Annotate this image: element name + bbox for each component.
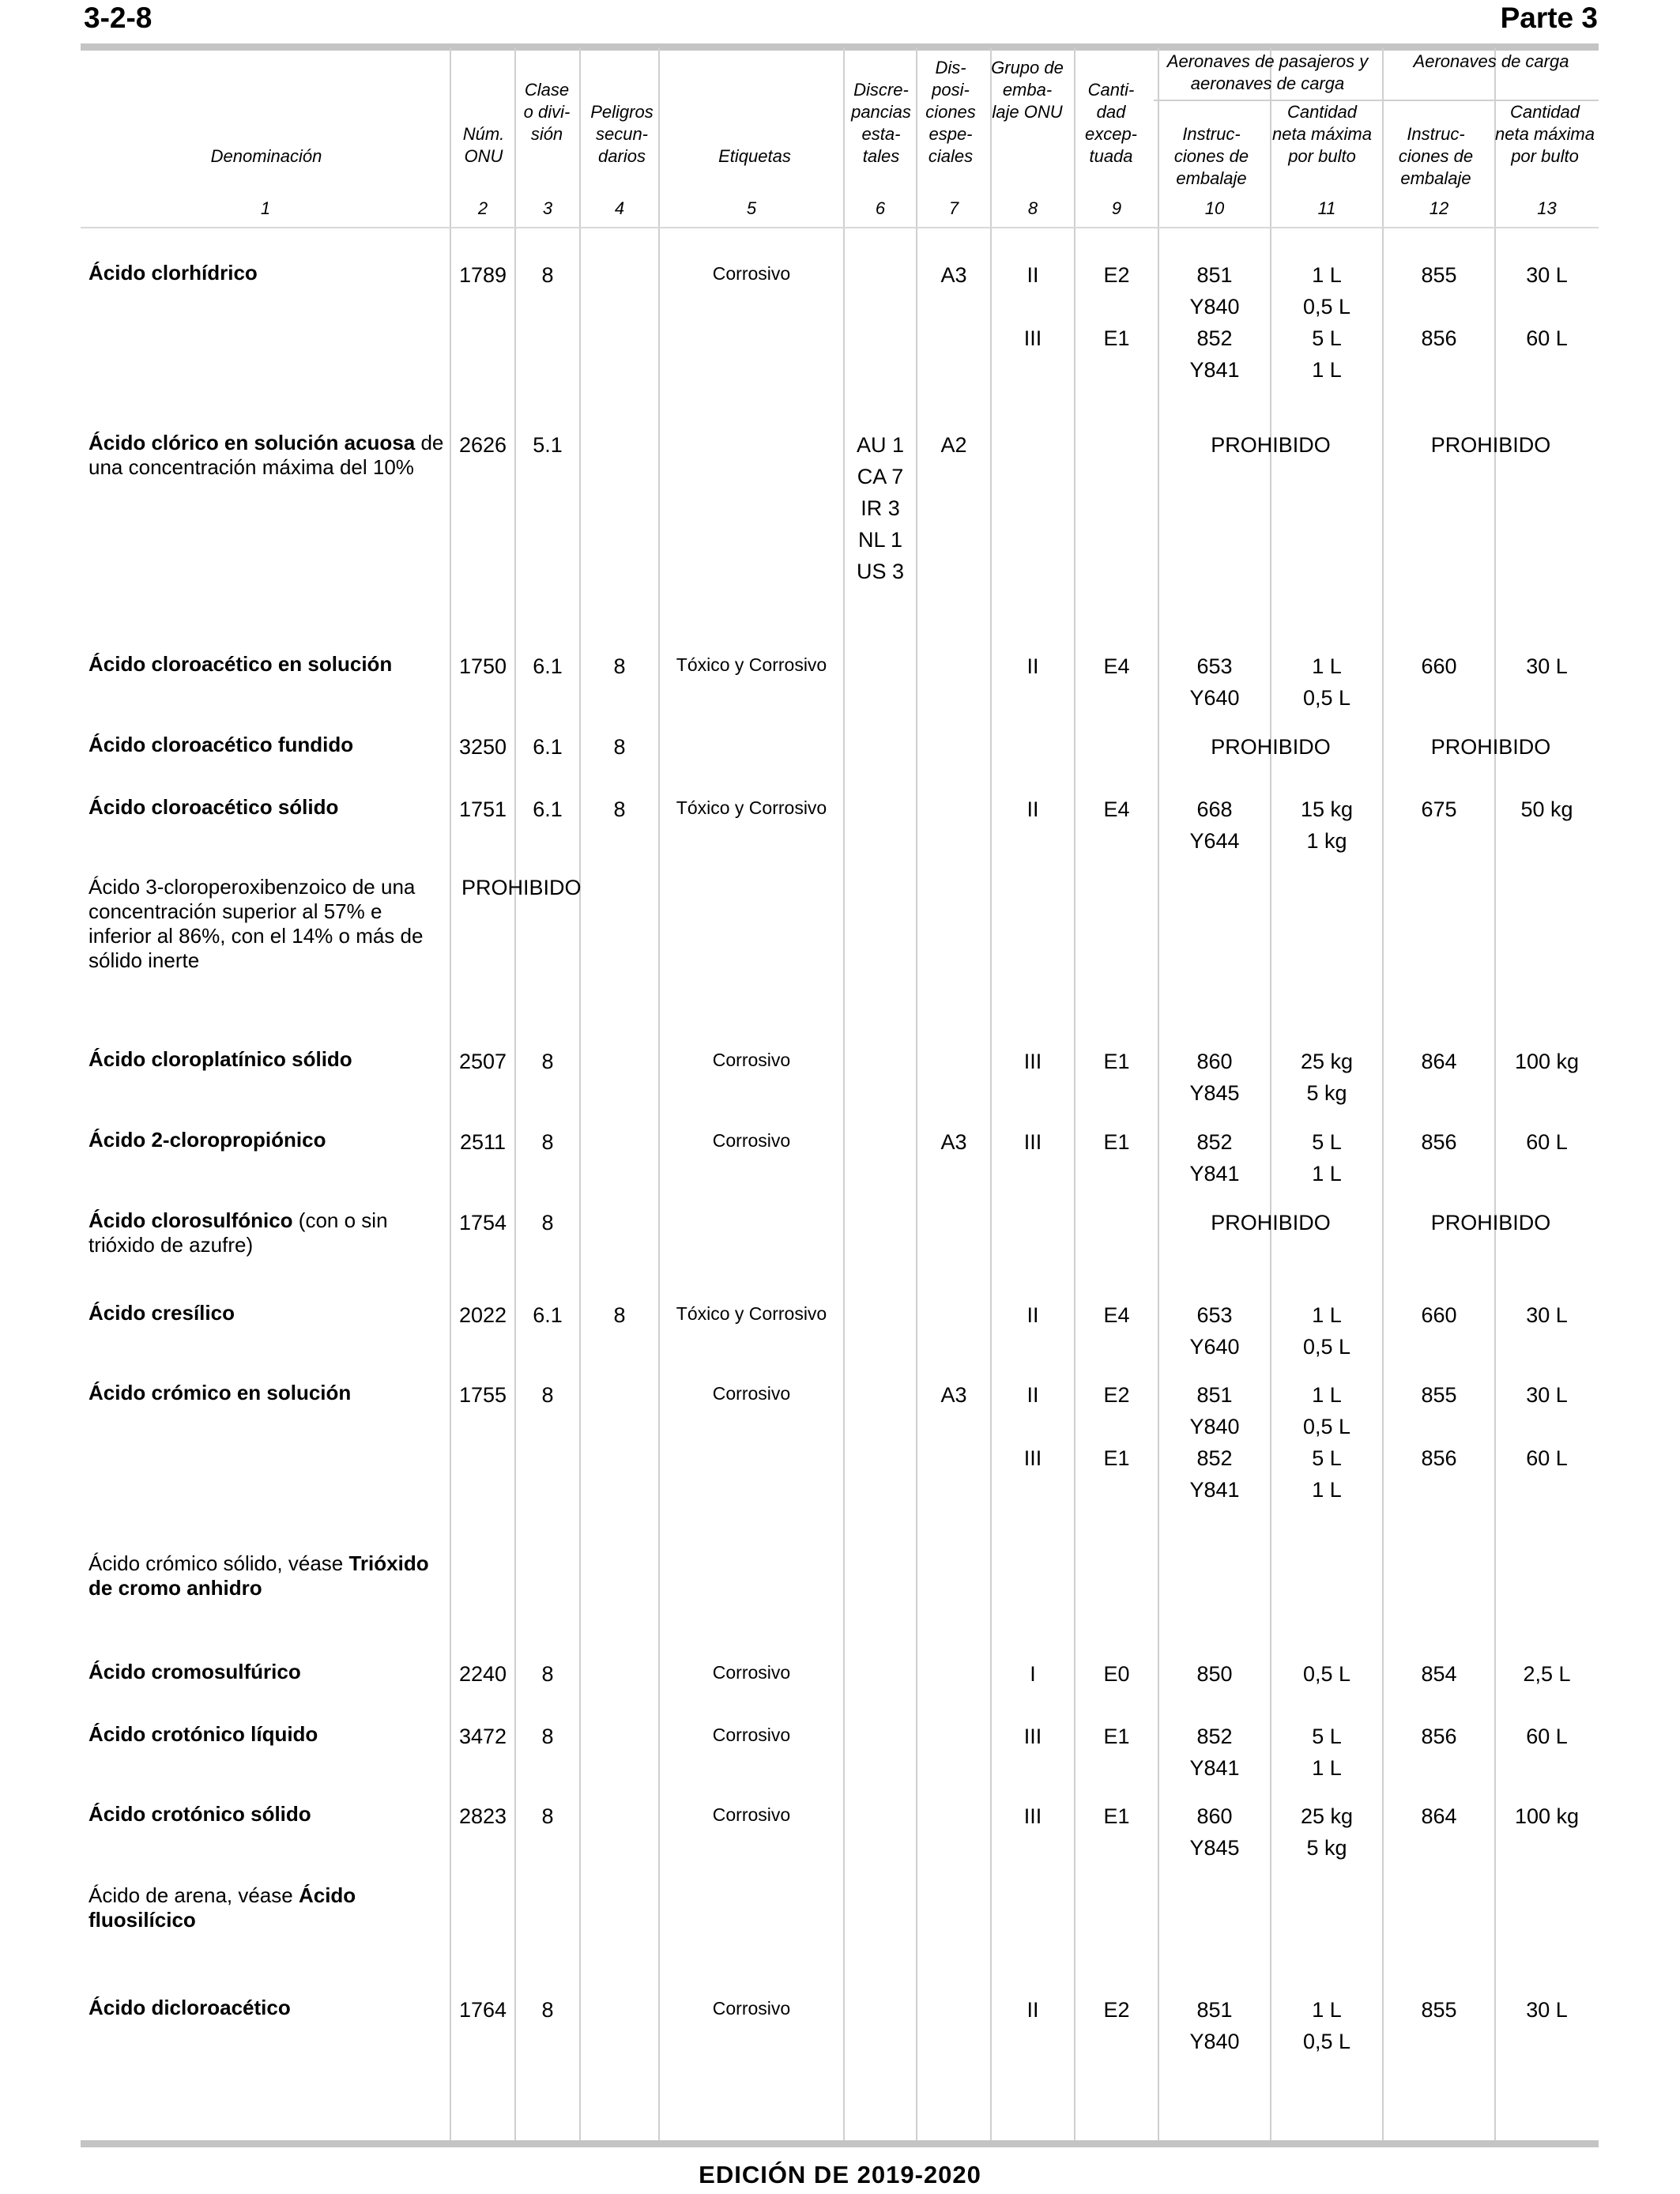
column-number: 1: [260, 198, 271, 218]
state-variation: IR 3: [861, 496, 900, 520]
class-division: 8: [541, 1725, 554, 1748]
passenger-packing-instruction: 852: [1196, 1130, 1233, 1154]
cargo-max-quantity: 30 L: [1526, 263, 1568, 287]
excepted-quantity: E1: [1103, 1130, 1130, 1154]
passenger-packing-instruction: Y644: [1189, 829, 1240, 853]
un-number: 2823: [458, 1804, 507, 1828]
passenger-packing-instruction: Y640: [1189, 686, 1240, 710]
packing-group: II: [1026, 1383, 1039, 1407]
un-number: 1754: [458, 1211, 507, 1235]
cargo-packing-instruction: 660: [1421, 654, 1457, 678]
class-division: 8: [541, 1383, 554, 1407]
cargo-packing-instruction: 856: [1421, 326, 1457, 350]
column-divider: [916, 47, 917, 2140]
passenger-packing-instruction: 851: [1196, 1998, 1233, 2022]
passenger-packing-instruction: 851: [1196, 1383, 1233, 1407]
column-number: 3: [542, 198, 553, 218]
passenger-packing-instruction: 852: [1196, 1446, 1233, 1470]
prohibido-cargo: PROHIBIDO: [1430, 735, 1551, 759]
packing-group: III: [1023, 1725, 1042, 1748]
page-number: 3-2-8: [84, 2, 153, 34]
part-label: Parte 3: [1500, 2, 1598, 34]
prohibido-passenger: PROHIBIDO: [1211, 1211, 1331, 1235]
passenger-packing-instruction: 860: [1196, 1804, 1233, 1828]
header-peligros: Peligros secun- darios: [590, 102, 654, 166]
packing-group: III: [1023, 1804, 1042, 1828]
cargo-max-quantity: 30 L: [1526, 1998, 1568, 2022]
cargo-packing-instruction: 675: [1421, 797, 1457, 821]
un-number: 2626: [458, 433, 507, 457]
packing-group: II: [1026, 1303, 1039, 1327]
excepted-quantity: E4: [1103, 654, 1130, 678]
excepted-quantity: E1: [1103, 1725, 1130, 1748]
edition-footer: EDICIÓN DE 2019-2020: [699, 2161, 981, 2188]
hazard-label: Corrosivo: [712, 1725, 791, 1745]
hazard-label: Tóxico y Corrosivo: [676, 1303, 827, 1324]
state-variation: US 3: [856, 560, 905, 583]
excepted-quantity: E2: [1103, 1998, 1130, 2022]
header-cantidad-carga: Cantidad neta máxima por bulto: [1495, 102, 1595, 166]
passenger-packing-instruction: Y841: [1189, 1756, 1240, 1780]
substance-name: Ácido crómico sólido, véase Trióxido de cromo anhidro: [89, 1551, 429, 1600]
passenger-packing-instruction: Y840: [1189, 1415, 1240, 1438]
header-pasajeros-group: Aeronaves de pasajeros y aeronaves de carga: [1166, 51, 1369, 93]
passenger-max-quantity: 5 L: [1312, 1130, 1342, 1154]
passenger-max-quantity: 15 kg: [1300, 797, 1354, 821]
cargo-max-quantity: 60 L: [1526, 1725, 1568, 1748]
passenger-max-quantity: 0,5 L: [1302, 1415, 1351, 1438]
packing-group: II: [1026, 797, 1039, 821]
excepted-quantity: E4: [1103, 797, 1130, 821]
hazard-label: Corrosivo: [712, 1383, 791, 1404]
header-disposiciones: Dis- posi- ciones espe- ciales: [925, 58, 976, 166]
passenger-packing-instruction: Y841: [1189, 1478, 1240, 1502]
column-number: 4: [614, 198, 625, 218]
substance-name: Ácido cloroacético en solución: [89, 652, 393, 676]
hazard-label: Corrosivo: [712, 1998, 791, 2019]
hazard-label: Corrosivo: [712, 1050, 791, 1070]
header-grupo: Grupo de emba- laje ONU: [991, 58, 1064, 122]
excepted-quantity: E1: [1103, 1446, 1130, 1470]
hazard-label: Tóxico y Corrosivo: [676, 654, 827, 675]
excepted-quantity: E1: [1103, 1804, 1130, 1828]
passenger-max-quantity: 1 L: [1312, 1998, 1342, 2022]
column-number: 6: [875, 198, 886, 218]
prohibido-passenger: PROHIBIDO: [1211, 433, 1331, 457]
passenger-packing-instruction: 852: [1196, 1725, 1233, 1748]
passenger-packing-instruction: 850: [1196, 1662, 1233, 1686]
cargo-packing-instruction: 660: [1421, 1303, 1457, 1327]
cargo-packing-instruction: 856: [1421, 1446, 1457, 1470]
header-clase: Clase o divi- sión: [523, 80, 571, 144]
passenger-packing-instruction: 852: [1196, 326, 1233, 350]
cargo-max-quantity: 2,5 L: [1523, 1662, 1571, 1686]
class-division: 8: [541, 1662, 554, 1686]
column-number: 5: [746, 198, 757, 218]
un-number: 2022: [458, 1303, 507, 1327]
passenger-max-quantity: 1 L: [1312, 263, 1342, 287]
passenger-packing-instruction: 851: [1196, 263, 1233, 287]
cargo-packing-instruction: 856: [1421, 1130, 1457, 1154]
substance-name: Ácido cloroacético sólido: [89, 795, 339, 819]
packing-group: II: [1026, 263, 1039, 287]
hazard-label: Corrosivo: [712, 1804, 791, 1825]
column-number: 13: [1537, 198, 1557, 218]
passenger-max-quantity: 5 L: [1312, 1725, 1342, 1748]
passenger-packing-instruction: Y840: [1189, 2030, 1240, 2053]
state-variation: AU 1: [856, 433, 905, 457]
packing-group: II: [1026, 1998, 1039, 2022]
column-headers: [81, 47, 1599, 196]
packing-group: III: [1023, 1130, 1042, 1154]
packing-group: I: [1030, 1662, 1036, 1686]
class-division: 6.1: [533, 1303, 563, 1327]
passenger-max-quantity: 1 L: [1312, 358, 1342, 382]
cargo-max-quantity: 100 kg: [1514, 1050, 1580, 1073]
prohibido-cargo: PROHIBIDO: [1430, 433, 1551, 457]
header-discrepancias: Discre- pancias esta- tales: [851, 80, 911, 166]
cargo-max-quantity: 30 L: [1526, 654, 1568, 678]
passenger-max-quantity: 25 kg: [1300, 1050, 1354, 1073]
cargo-max-quantity: 60 L: [1526, 1130, 1568, 1154]
column-number: 10: [1204, 198, 1225, 218]
excepted-quantity: E2: [1103, 1383, 1130, 1407]
un-number: 3250: [458, 735, 507, 759]
passenger-max-quantity: 0,5 L: [1302, 295, 1351, 319]
substance-name: Ácido crotónico sólido: [89, 1802, 311, 1826]
passenger-packing-instruction: 653: [1196, 1303, 1233, 1327]
subsidiary-hazard: 8: [613, 797, 626, 821]
subsidiary-hazard: 8: [613, 735, 626, 759]
passenger-max-quantity: 0,5 L: [1302, 1335, 1351, 1359]
substance-name: Ácido 3-cloroperoxibenzoico de una concentración superior al 57% e inferior al 86%, con el 14% o más de sólido inerte: [89, 875, 424, 972]
passenger-max-quantity: 1 kg: [1306, 829, 1347, 853]
substance-name: Ácido dicloroacético: [89, 1996, 291, 2019]
passenger-packing-instruction: 653: [1196, 654, 1233, 678]
cargo-packing-instruction: 854: [1421, 1662, 1457, 1686]
un-number: 1751: [458, 797, 507, 821]
passenger-packing-instruction: Y845: [1189, 1081, 1240, 1105]
cargo-max-quantity: 60 L: [1526, 326, 1568, 350]
cargo-max-quantity: 50 kg: [1520, 797, 1573, 821]
class-division: 8: [541, 1211, 554, 1235]
un-number: 1750: [458, 654, 507, 678]
passenger-max-quantity: 1 L: [1312, 1383, 1342, 1407]
header-etiquetas: Etiquetas: [718, 146, 791, 166]
prohibido-passenger: PROHIBIDO: [1211, 735, 1331, 759]
header-cantidad-exceptuada: Canti- dad excep- tuada: [1084, 80, 1138, 166]
un-number: 3472: [458, 1725, 507, 1748]
substance-name: Ácido cresílico: [89, 1301, 235, 1325]
hazard-label: Corrosivo: [712, 263, 791, 284]
un-number: 1764: [458, 1998, 507, 2022]
special-provision: A3: [940, 1383, 967, 1407]
substance-name: Ácido de arena, véase Ácido fluosilícico: [89, 1883, 356, 1932]
excepted-quantity: E0: [1103, 1662, 1130, 1686]
passenger-max-quantity: 5 kg: [1306, 1081, 1347, 1105]
class-division: 8: [541, 1130, 554, 1154]
class-division: 5.1: [533, 433, 563, 457]
cargo-max-quantity: 30 L: [1526, 1383, 1568, 1407]
un-number: 1789: [458, 263, 507, 287]
subsidiary-hazard: 8: [613, 654, 626, 678]
passenger-max-quantity: 0,5 L: [1302, 686, 1351, 710]
substance-name: Ácido cromosulfúrico: [89, 1660, 301, 1683]
header-carga-group: Aeronaves de carga: [1413, 51, 1569, 71]
class-division: 8: [541, 1050, 554, 1073]
state-variation: CA 7: [857, 465, 904, 488]
passenger-max-quantity: 0,5 L: [1302, 1662, 1351, 1686]
column-number: 7: [948, 198, 959, 218]
cargo-packing-instruction: 856: [1421, 1725, 1457, 1748]
cargo-packing-instruction: 855: [1421, 263, 1457, 287]
excepted-quantity: E1: [1103, 1050, 1130, 1073]
passenger-packing-instruction: 668: [1196, 797, 1233, 821]
header-denominacion: Denominación: [210, 146, 322, 166]
cargo-packing-instruction: 864: [1421, 1804, 1457, 1828]
passenger-packing-instruction: Y845: [1189, 1836, 1240, 1860]
passenger-max-quantity: 5 L: [1312, 326, 1342, 350]
cargo-max-quantity: 100 kg: [1514, 1804, 1580, 1828]
column-number-row: [81, 196, 1599, 226]
substance-name: Ácido cloroacético fundido: [89, 733, 354, 756]
passenger-max-quantity: 0,5 L: [1302, 2030, 1351, 2053]
header-instrucciones-carga: Instruc- ciones de embalaje: [1398, 124, 1474, 188]
header-cantidad-pax: Cantidad neta máxima por bulto: [1272, 102, 1372, 166]
packing-group: III: [1023, 1446, 1042, 1470]
cargo-max-quantity: 30 L: [1526, 1303, 1568, 1327]
substance-name: Ácido crotónico líquido: [89, 1722, 318, 1746]
special-provision: A3: [940, 1130, 967, 1154]
un-number: 1755: [458, 1383, 507, 1407]
header-bottom-line: [81, 227, 1599, 228]
hazard-label: Corrosivo: [712, 1662, 791, 1683]
cargo-packing-instruction: 855: [1421, 1998, 1457, 2022]
class-division: 6.1: [533, 735, 563, 759]
substance-name: Ácido clorosulfónico (con o sin trióxido de azufre): [89, 1208, 388, 1257]
prohibido-label: PROHIBIDO: [461, 876, 582, 899]
class-division: 8: [541, 1998, 554, 2022]
passenger-packing-instruction: Y841: [1189, 1162, 1240, 1186]
excepted-quantity: E4: [1103, 1303, 1130, 1327]
class-division: 8: [541, 263, 554, 287]
substance-name: Ácido 2-cloropropiónico: [89, 1128, 326, 1152]
hazard-label: Tóxico y Corrosivo: [676, 797, 827, 818]
passenger-packing-instruction: 860: [1196, 1050, 1233, 1073]
header-num-onu: Núm. ONU: [462, 124, 505, 166]
packing-group: II: [1026, 654, 1039, 678]
class-division: 6.1: [533, 797, 563, 821]
column-number: 11: [1317, 198, 1336, 218]
state-variation: NL 1: [857, 528, 903, 552]
prohibido-cargo: PROHIBIDO: [1430, 1211, 1551, 1235]
substance-name: Ácido crómico en solución: [89, 1381, 352, 1404]
bottom-rule: [81, 2140, 1599, 2147]
passenger-max-quantity: 1 L: [1312, 654, 1342, 678]
un-number: 2507: [458, 1050, 507, 1073]
excepted-quantity: E2: [1103, 263, 1130, 287]
substance-name: Ácido clórico en solución acuosa de una concentración máxima del 10%: [89, 431, 444, 479]
hazard-label: Corrosivo: [712, 1130, 791, 1151]
page-header: [84, 0, 1598, 41]
column-number: 8: [1027, 198, 1038, 218]
excepted-quantity: E1: [1103, 326, 1130, 350]
passenger-max-quantity: 25 kg: [1300, 1804, 1354, 1828]
header-instrucciones-pax: Instruc- ciones de embalaje: [1173, 124, 1249, 188]
un-number: 2511: [459, 1130, 507, 1154]
class-division: 8: [541, 1804, 554, 1828]
class-division: 6.1: [533, 654, 563, 678]
substance-name: Ácido clorhídrico: [89, 261, 258, 285]
column-number: 2: [477, 198, 488, 218]
passenger-packing-instruction: Y840: [1189, 295, 1240, 319]
passenger-packing-instruction: Y640: [1189, 1335, 1240, 1359]
special-provision: A2: [940, 433, 967, 457]
special-provision: A3: [940, 263, 967, 287]
passenger-max-quantity: 5 L: [1312, 1446, 1342, 1470]
cargo-packing-instruction: 864: [1421, 1050, 1457, 1073]
packing-group: III: [1023, 326, 1042, 350]
cargo-packing-instruction: 855: [1421, 1383, 1457, 1407]
substance-name: Ácido cloroplatínico sólido: [89, 1047, 352, 1071]
passenger-max-quantity: 1 L: [1312, 1478, 1342, 1502]
column-number: 9: [1111, 198, 1122, 218]
passenger-max-quantity: 5 kg: [1306, 1836, 1347, 1860]
cargo-max-quantity: 60 L: [1526, 1446, 1568, 1470]
column-number: 12: [1429, 198, 1449, 218]
un-number: 2240: [458, 1662, 507, 1686]
packing-group: III: [1023, 1050, 1042, 1073]
subsidiary-hazard: 8: [613, 1303, 626, 1327]
passenger-max-quantity: 1 L: [1312, 1303, 1342, 1327]
passenger-max-quantity: 1 L: [1312, 1162, 1342, 1186]
passenger-max-quantity: 1 L: [1312, 1756, 1342, 1780]
passenger-packing-instruction: Y841: [1189, 358, 1240, 382]
